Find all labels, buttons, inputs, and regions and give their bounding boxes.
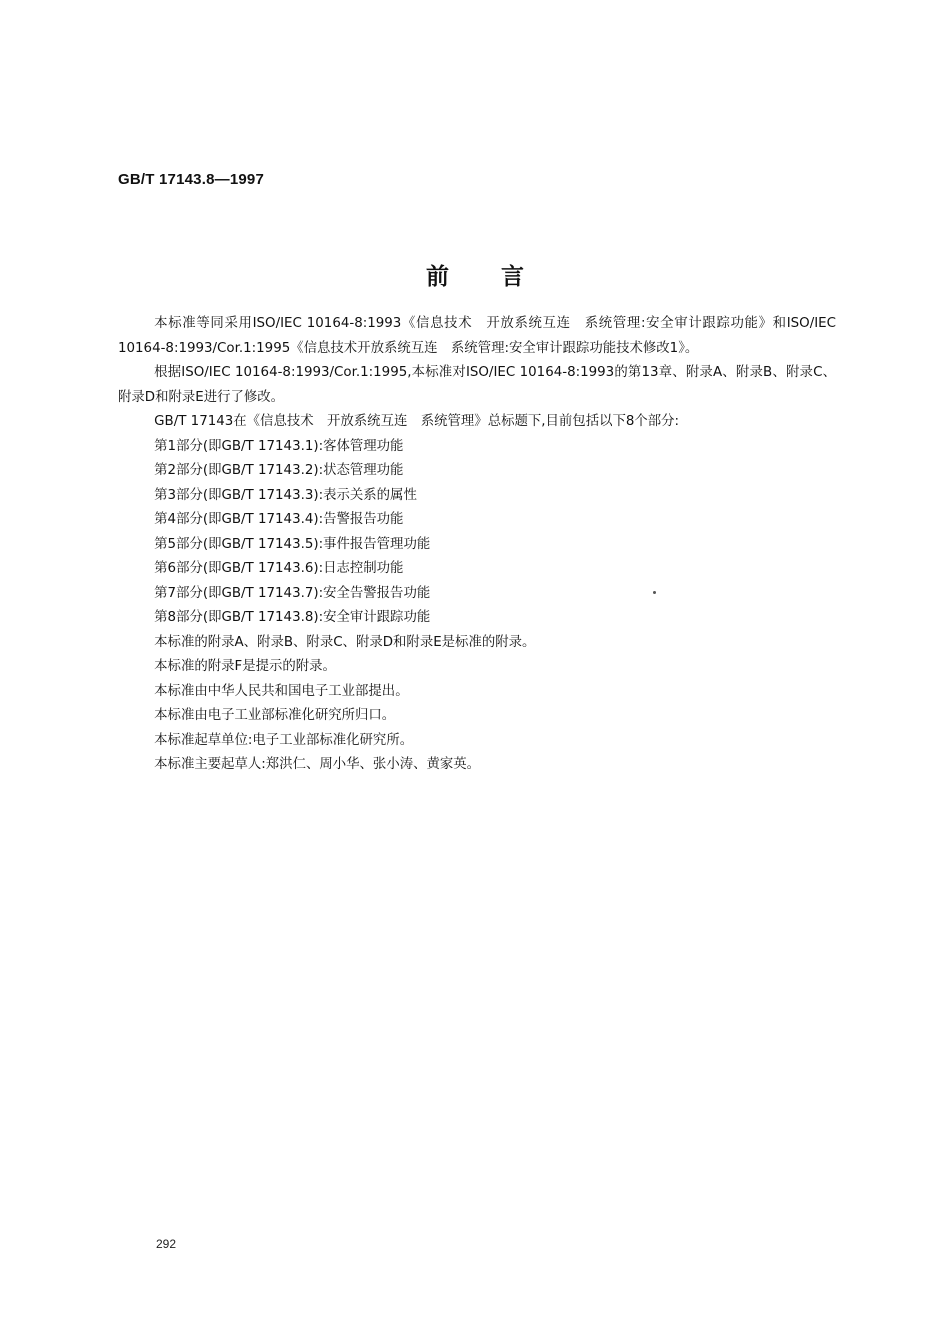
managed-by-statement: 本标准由电子工业部标准化研究所归口。 (154, 708, 396, 723)
adoption-paragraph: 本标准等同采用ISO/IEC 10164-8:1993《信息技术 开放系统互连 系统管理:安全审计跟踪功能》和ISO/IEC 10164-8:1993/Cor.1:1995《信息技术开放系统互连 系统管理:安全审计跟踪功能技术修改1》。 (118, 316, 836, 356)
page-number: 292 (156, 1237, 177, 1251)
foreword-body (118, 312, 836, 778)
drafting-unit-statement: 本标准起草单位:电子工业部标准化研究所。 (154, 732, 414, 748)
standard-number: GB/T 17143.8—1997 (118, 171, 264, 188)
proposed-by-statement: 本标准由中华人民共和国电子工业部提出。 (154, 683, 409, 699)
list-item: 第4部分(即GB/T 17143.4):告警报告功能 (154, 512, 404, 527)
modification-paragraph: 根据ISO/IEC 10164-8:1993/Cor.1:1995,本标准对ISO/IEC 10164-8:1993的第13章、附录A、附录B、附录C、附录D和附录E进行了修改。 (118, 365, 836, 405)
page-title: 前言 (426, 264, 576, 290)
list-item: 第8部分(即GB/T 17143.8):安全审计跟踪功能 (154, 610, 431, 625)
scan-speck (653, 591, 656, 594)
drafters-statement: 本标准主要起草人:郑洪仁、周小华、张小涛、黄家英。 (154, 757, 481, 772)
list-item: 第7部分(即GB/T 17143.7):安全告警报告功能 (154, 585, 431, 601)
list-item: 第6部分(即GB/T 17143.6):日志控制功能 (154, 561, 404, 576)
list-item: 第3部分(即GB/T 17143.3):表示关系的属性 (154, 487, 417, 503)
series-intro-paragraph: GB/T 17143在《信息技术 开放系统互连 系统管理》总标题下,目前包括以下8个部分: (154, 414, 680, 429)
parts-list (118, 435, 836, 631)
list-item: 第2部分(即GB/T 17143.2):状态管理功能 (154, 463, 404, 478)
list-item: 第1部分(即GB/T 17143.1):客体管理功能 (154, 438, 404, 454)
normative-annexes-statement: 本标准的附录A、附录B、附录C、附录D和附录E是标准的附录。 (154, 634, 536, 650)
list-item: 第5部分(即GB/T 17143.5):事件报告管理功能 (154, 536, 431, 552)
informative-annex-statement: 本标准的附录F是提示的附录。 (154, 659, 336, 674)
